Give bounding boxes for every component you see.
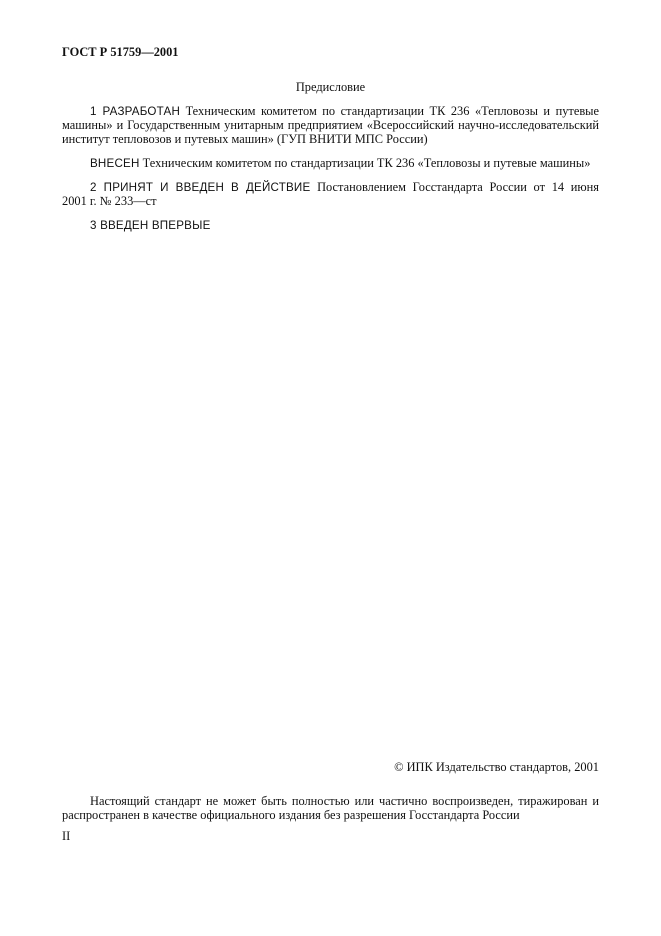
- paragraph-lead: 2 ПРИНЯТ И ВВЕДЕН В ДЕЙСТВИЕ: [90, 181, 311, 194]
- paragraph-text: 2001 г. № 233—ст: [62, 194, 157, 208]
- paragraph-text: институт тепловозов и путевых машин» (ГУП ВНИТИ МПС России): [62, 132, 428, 146]
- notice-text: Настоящий стандарт не может быть полностью или частично воспроизведен, тиражирован и: [90, 794, 599, 808]
- paragraph-text: Техническим комитетом по стандартизации ТК 236 «Тепловозы и путевые: [185, 104, 599, 118]
- page-number: II: [62, 829, 71, 843]
- paragraph-text: Постановлением Госстандарта России от 14 июня: [317, 180, 599, 194]
- section-title: Предисловие: [295, 80, 366, 94]
- paragraph-first-introduced: [62, 218, 599, 232]
- paragraph-lead: ВНЕСЕН: [90, 157, 140, 170]
- paragraph-text: Техническим комитетом по стандартизации ТК 236 «Тепловозы и путевые машины»: [142, 156, 591, 170]
- paragraph-text: машины» и Государственным унитарным предприятием «Всероссийский научно-исследовательский: [62, 118, 599, 132]
- paragraph-lead: 3 ВВЕДЕН ВПЕРВЫЕ: [90, 219, 211, 232]
- notice-text: распространен в качестве официального издания без разрешения Госстандарта России: [62, 808, 520, 822]
- copyright: © ИПК Издательство стандартов, 2001: [394, 760, 599, 774]
- document-header: ГОСТ Р 51759—2001: [62, 45, 179, 59]
- paragraph-lead: 1 РАЗРАБОТАН: [90, 105, 181, 118]
